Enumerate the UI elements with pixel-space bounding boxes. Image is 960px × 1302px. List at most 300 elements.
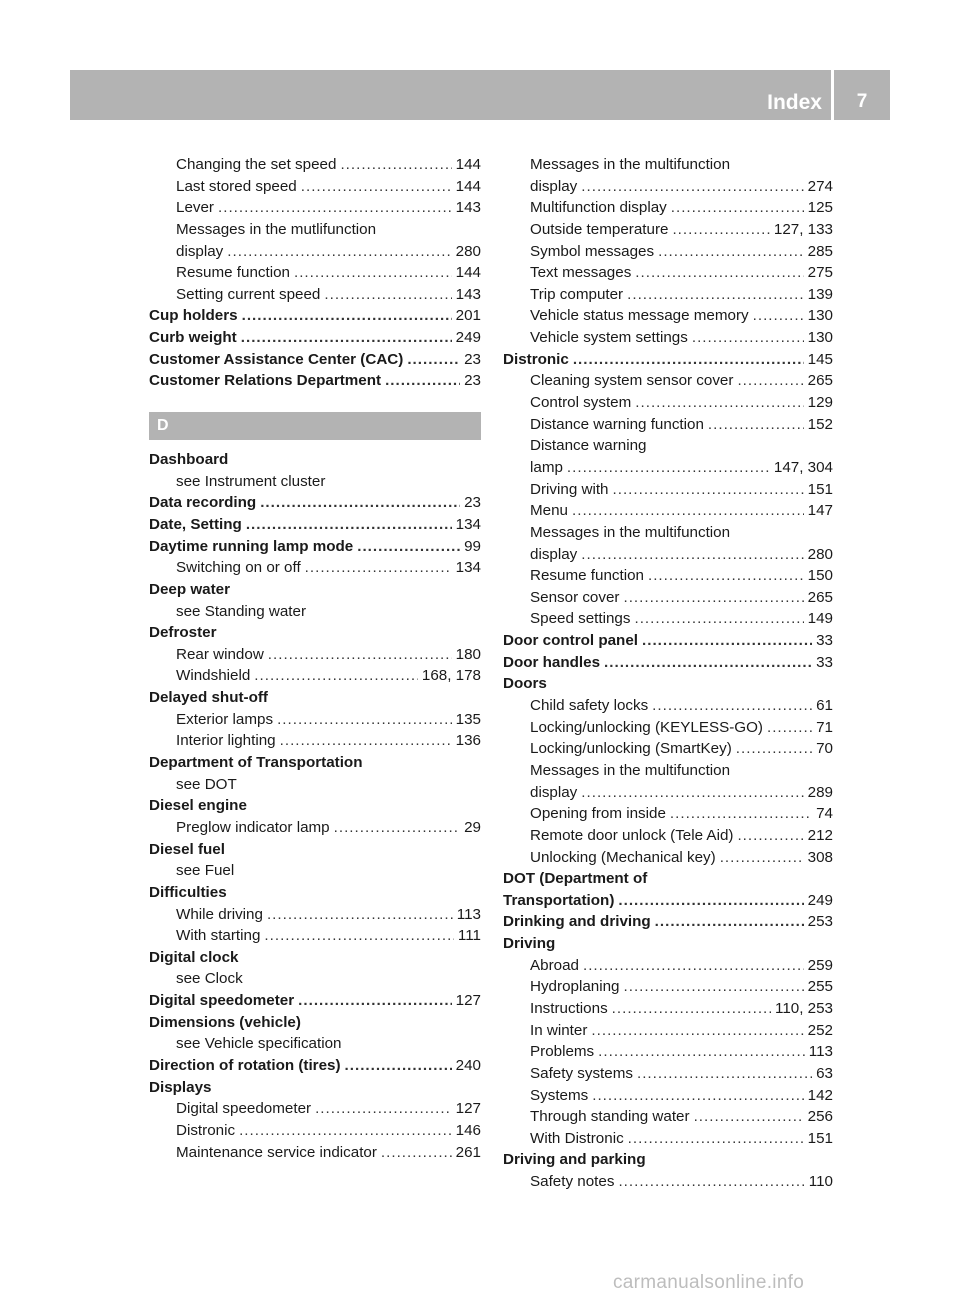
entry-label: Systems xyxy=(530,1086,589,1104)
index-entry xyxy=(503,284,833,306)
index-entry xyxy=(503,695,833,717)
entry-label: Symbol messages xyxy=(530,242,655,260)
dot-leader xyxy=(260,492,460,514)
entry-label: see Fuel xyxy=(176,862,235,880)
index-entry xyxy=(149,471,481,493)
dot-leader xyxy=(381,1142,452,1164)
entry-label: Instructions xyxy=(530,999,608,1017)
entry-page: 129 xyxy=(807,394,833,412)
dot-leader xyxy=(692,327,804,349)
entry-page: 212 xyxy=(807,826,833,844)
index-entry xyxy=(503,241,833,263)
index-entry xyxy=(149,154,481,176)
index-entry xyxy=(149,925,481,947)
dot-leader xyxy=(623,587,803,609)
entry-label: Child safety locks xyxy=(530,697,649,715)
index-entry xyxy=(149,882,481,904)
index-entry xyxy=(503,998,833,1020)
index-entry xyxy=(503,630,833,652)
entry-label: Unlocking (Mechanical key) xyxy=(530,848,716,866)
index-entry xyxy=(149,752,481,774)
entry-label: Cup holders xyxy=(149,307,238,325)
dot-leader xyxy=(618,890,803,912)
section-header-d: D xyxy=(149,412,481,440)
entry-page: 143 xyxy=(455,285,481,303)
entry-label: Control system xyxy=(530,394,632,412)
entry-page: 289 xyxy=(807,783,833,801)
index-entry xyxy=(503,479,833,501)
dot-leader xyxy=(581,176,803,198)
index-entry xyxy=(503,1106,833,1128)
entry-page: 130 xyxy=(807,329,833,347)
entry-label: Resume function xyxy=(530,567,644,585)
index-entry xyxy=(503,738,833,760)
dot-leader xyxy=(708,414,804,436)
dot-leader xyxy=(592,1085,803,1107)
entry-page: 125 xyxy=(807,199,833,217)
entry-label: Difficulties xyxy=(149,883,227,901)
index-entry xyxy=(149,622,481,644)
index-entry xyxy=(149,968,481,990)
entry-page: 130 xyxy=(807,307,833,325)
entry-page: 274 xyxy=(807,177,833,195)
index-entry xyxy=(503,370,833,392)
index-entry xyxy=(503,500,833,522)
dot-leader xyxy=(294,262,452,284)
index-entry xyxy=(503,565,833,587)
entry-label: display xyxy=(530,783,578,801)
index-entry xyxy=(503,782,833,804)
entry-label: Data recording xyxy=(149,494,257,512)
entry-page: 127 xyxy=(455,1100,481,1118)
entry-label: Dashboard xyxy=(149,451,229,469)
index-entry xyxy=(149,817,481,839)
entry-page: 253 xyxy=(807,913,833,931)
entry-page: 74 xyxy=(816,805,833,823)
dot-leader xyxy=(573,349,804,371)
entry-label: Rear window xyxy=(176,645,264,663)
entry-page: 259 xyxy=(807,956,833,974)
entry-label: Outside temperature xyxy=(530,220,669,238)
entry-page: 134 xyxy=(455,515,481,533)
index-entry xyxy=(503,587,833,609)
entry-label: Safety notes xyxy=(530,1173,615,1191)
dot-leader xyxy=(628,1128,804,1150)
entry-label: Digital speedometer xyxy=(149,992,295,1010)
index-entry xyxy=(503,1063,833,1085)
watermark: carmanualsonline.info xyxy=(613,1272,805,1293)
dot-leader xyxy=(241,327,452,349)
index-column-left xyxy=(149,154,481,1163)
index-entry xyxy=(149,449,481,471)
index-entry xyxy=(503,976,833,998)
entry-label: With starting xyxy=(176,927,261,945)
entry-label: Distronic xyxy=(503,350,569,368)
index-entry xyxy=(149,284,481,306)
dot-leader xyxy=(753,305,804,327)
index-entry xyxy=(149,1077,481,1099)
entry-label: Driving with xyxy=(530,480,609,498)
entry-label: Multifunction display xyxy=(530,199,667,217)
entry-page: 111 xyxy=(457,927,481,945)
entry-label: Last stored speed xyxy=(176,177,297,195)
entry-page: 145 xyxy=(807,350,833,368)
entry-page: 135 xyxy=(455,710,481,728)
entry-page: 134 xyxy=(455,559,481,577)
entry-label: Department of Transportation xyxy=(149,754,363,772)
entry-label: Transportation) xyxy=(503,891,615,909)
dot-leader xyxy=(407,349,460,371)
entry-label: see Vehicle specification xyxy=(176,1035,342,1053)
index-entry xyxy=(149,665,481,687)
dot-leader xyxy=(648,565,804,587)
dot-leader xyxy=(334,817,460,839)
entry-page: 308 xyxy=(807,848,833,866)
entry-page: 275 xyxy=(807,264,833,282)
entry-label: Customer Relations Department xyxy=(149,372,382,390)
dot-leader xyxy=(218,197,452,219)
dot-leader xyxy=(618,1171,804,1193)
index-entry xyxy=(503,176,833,198)
entry-page: 143 xyxy=(455,199,481,217)
dot-leader xyxy=(254,665,418,687)
entry-page: 150 xyxy=(807,567,833,585)
entry-label: Menu xyxy=(530,502,568,520)
index-entry xyxy=(149,947,481,969)
dot-leader xyxy=(767,717,812,739)
dot-leader xyxy=(385,370,460,392)
index-entry xyxy=(149,1055,481,1077)
index-entry xyxy=(149,1142,481,1164)
dot-leader xyxy=(264,925,454,947)
dot-leader xyxy=(670,803,812,825)
index-entry xyxy=(149,990,481,1012)
dot-leader xyxy=(246,514,452,536)
dot-leader xyxy=(655,911,804,933)
entry-label: Digital speedometer xyxy=(176,1100,312,1118)
dot-leader xyxy=(624,976,804,998)
entry-label: Drinking and driving xyxy=(503,913,651,931)
entry-label: see DOT xyxy=(176,775,237,793)
index-entry xyxy=(503,305,833,327)
entry-page: 144 xyxy=(455,156,481,173)
entry-label: Distronic xyxy=(176,1121,236,1139)
entry-label: Sensor cover xyxy=(530,588,620,606)
entry-label: Setting current speed xyxy=(176,285,321,303)
entry-label: display xyxy=(176,242,224,260)
dot-leader xyxy=(567,457,770,479)
dot-leader xyxy=(637,1063,812,1085)
entry-label: Windshield xyxy=(176,667,251,685)
entry-page: 61 xyxy=(816,697,833,715)
entry-label: Safety systems xyxy=(530,1064,633,1082)
dot-leader xyxy=(652,695,812,717)
index-entry xyxy=(149,176,481,198)
entry-page: 113 xyxy=(808,1043,833,1061)
dot-leader xyxy=(227,241,451,263)
index-entry xyxy=(503,414,833,436)
entry-label: Driving xyxy=(503,935,556,953)
index-entry xyxy=(503,435,833,457)
entry-label: Diesel engine xyxy=(149,797,247,815)
entry-label: Abroad xyxy=(530,956,579,974)
index-entry xyxy=(149,1098,481,1120)
dot-leader xyxy=(581,782,803,804)
entry-page: 110 xyxy=(808,1173,833,1191)
dot-leader xyxy=(581,544,803,566)
dot-leader xyxy=(613,479,804,501)
dot-leader xyxy=(572,500,804,522)
entry-page: 249 xyxy=(455,329,481,347)
index-entry xyxy=(503,803,833,825)
dot-leader xyxy=(658,241,804,263)
entry-label: Opening from inside xyxy=(530,805,666,823)
dot-leader xyxy=(591,1020,803,1042)
index-entry xyxy=(503,1085,833,1107)
entry-page: 23 xyxy=(464,372,481,390)
index-entry xyxy=(149,241,481,263)
index-entry xyxy=(503,911,833,933)
entry-label: see Standing water xyxy=(176,602,307,620)
index-entry xyxy=(503,457,833,479)
entry-label: Resume function xyxy=(176,264,290,282)
entry-label: Messages in the multifunction xyxy=(530,156,731,173)
index-entry xyxy=(149,262,481,284)
index-entry xyxy=(503,262,833,284)
entry-label: While driving xyxy=(176,905,263,923)
dot-leader xyxy=(268,644,452,666)
entry-label: Through standing water xyxy=(530,1108,690,1126)
entry-page: 285 xyxy=(807,242,833,260)
entry-label: Digital clock xyxy=(149,948,239,966)
index-entry xyxy=(503,847,833,869)
entry-page: 139 xyxy=(807,285,833,303)
entry-label: Defroster xyxy=(149,624,217,642)
entry-label: Customer Assistance Center (CAC) xyxy=(149,350,404,368)
entry-label: In winter xyxy=(530,1021,588,1039)
entry-label: Driving and parking xyxy=(503,1151,646,1169)
index-entry xyxy=(149,327,481,349)
entry-label: Curb weight xyxy=(149,329,237,347)
dot-leader xyxy=(635,392,803,414)
entry-page: 127 xyxy=(455,992,481,1010)
dot-leader xyxy=(239,1120,452,1142)
page-title: Index xyxy=(767,91,822,114)
index-entry xyxy=(503,717,833,739)
dot-leader xyxy=(627,284,804,306)
entry-page: 33 xyxy=(816,653,833,671)
entry-label: Hydroplaning xyxy=(530,978,620,996)
index-entry xyxy=(149,904,481,926)
dot-leader xyxy=(301,176,452,198)
entry-label: Maintenance service indicator xyxy=(176,1143,377,1161)
entry-page: 280 xyxy=(807,545,833,563)
entry-page: 261 xyxy=(455,1143,481,1161)
entry-label: Displays xyxy=(149,1078,212,1096)
entry-page: 142 xyxy=(807,1086,833,1104)
dot-leader xyxy=(634,608,803,630)
entry-label: Daytime running lamp mode xyxy=(149,537,354,555)
entry-label: DOT (Department of xyxy=(503,870,648,888)
index-entry xyxy=(503,349,833,371)
index-entry xyxy=(149,839,481,861)
entry-label: Switching on or off xyxy=(176,559,301,577)
index-entry xyxy=(149,305,481,327)
entry-page: 136 xyxy=(455,732,481,750)
index-entry xyxy=(503,825,833,847)
dot-leader xyxy=(267,904,453,926)
index-entry xyxy=(149,197,481,219)
index-entry xyxy=(149,370,481,392)
entry-page: 144 xyxy=(455,264,481,282)
dot-leader xyxy=(612,998,771,1020)
entry-page: 110, 253 xyxy=(775,999,833,1017)
dot-leader xyxy=(635,262,803,284)
entry-label: Doors xyxy=(503,675,547,693)
index-entry xyxy=(503,327,833,349)
index-entry xyxy=(149,1120,481,1142)
entry-label: see Clock xyxy=(176,970,243,988)
entry-page: 151 xyxy=(807,1129,833,1147)
index-entry xyxy=(503,608,833,630)
dot-leader xyxy=(277,709,452,731)
index-entry xyxy=(149,219,481,241)
entry-page: 113 xyxy=(456,905,481,923)
entry-label: Trip computer xyxy=(530,285,624,303)
dot-leader xyxy=(315,1098,452,1120)
entry-label: Messages in the multifunction xyxy=(530,523,731,541)
dot-leader xyxy=(305,557,452,579)
index-entry xyxy=(503,933,833,955)
entry-label: Problems xyxy=(530,1043,595,1061)
entry-label: Speed settings xyxy=(530,610,631,628)
index-entry xyxy=(503,1041,833,1063)
entry-page: 249 xyxy=(807,891,833,909)
dot-leader xyxy=(298,990,451,1012)
entry-page: 265 xyxy=(807,372,833,390)
index-entry xyxy=(503,652,833,674)
index-entry xyxy=(503,544,833,566)
dot-leader xyxy=(671,197,804,219)
index-entry xyxy=(149,774,481,796)
index-entry xyxy=(149,687,481,709)
entry-label: Dimensions (vehicle) xyxy=(149,1013,301,1031)
entry-page: 127, 133 xyxy=(773,220,833,238)
dot-leader xyxy=(598,1041,805,1063)
entry-page: 33 xyxy=(816,632,833,650)
index-entry xyxy=(149,349,481,371)
entry-label: Deep water xyxy=(149,580,231,598)
entry-page: 151 xyxy=(807,480,833,498)
entry-label: With Distronic xyxy=(530,1129,624,1147)
dot-leader xyxy=(242,305,452,327)
index-entry xyxy=(149,1033,481,1055)
entry-page: 146 xyxy=(455,1121,481,1139)
index-entry xyxy=(149,860,481,882)
entry-label: lamp xyxy=(530,458,563,476)
index-entry xyxy=(149,557,481,579)
dot-leader xyxy=(357,536,460,558)
index-entry xyxy=(503,1128,833,1150)
entry-page: 71 xyxy=(816,718,833,736)
dot-leader xyxy=(737,370,803,392)
index-entry xyxy=(503,673,833,695)
entry-page: 201 xyxy=(455,307,481,325)
index-entry xyxy=(503,868,833,890)
entry-label: Preglow indicator lamp xyxy=(176,818,330,836)
entry-page: 256 xyxy=(807,1108,833,1126)
entry-page: 180 xyxy=(455,645,481,663)
entry-label: Locking/unlocking (SmartKey) xyxy=(530,740,732,758)
entry-page: 280 xyxy=(455,242,481,260)
dot-leader xyxy=(583,955,804,977)
index-entry xyxy=(503,219,833,241)
index-entry xyxy=(149,709,481,731)
entry-label: Door handles xyxy=(503,653,601,671)
index-entry xyxy=(149,1012,481,1034)
entry-page: 152 xyxy=(807,415,833,433)
index-entry xyxy=(503,1149,833,1171)
entry-label: see Instrument cluster xyxy=(176,472,326,490)
index-entry xyxy=(503,197,833,219)
entry-label: Messages in the mutlifunction xyxy=(176,220,377,238)
dot-leader xyxy=(736,738,812,760)
dot-leader xyxy=(694,1106,804,1128)
entry-page: 168, 178 xyxy=(421,667,481,685)
entry-page: 144 xyxy=(455,177,481,195)
entry-label: Cleaning system sensor cover xyxy=(530,372,734,390)
index-entry xyxy=(503,154,833,176)
entry-label: Messages in the multifunction xyxy=(530,761,731,779)
dot-leader xyxy=(642,630,812,652)
dot-leader xyxy=(737,825,803,847)
index-entry xyxy=(149,795,481,817)
entry-label: display xyxy=(530,545,578,563)
dot-leader xyxy=(324,284,451,306)
index-entry xyxy=(149,644,481,666)
entry-label: Vehicle system settings xyxy=(530,329,688,347)
entry-label: Vehicle status message memory xyxy=(530,307,749,325)
entry-label: Changing the set speed xyxy=(176,156,337,173)
entry-label: Direction of rotation (tires) xyxy=(149,1056,341,1074)
entry-label: Interior lighting xyxy=(176,732,276,750)
dot-leader xyxy=(340,154,451,176)
index-entry xyxy=(149,730,481,752)
index-entry xyxy=(503,955,833,977)
entry-page: 240 xyxy=(455,1056,481,1074)
entry-label: Date, Setting xyxy=(149,515,242,533)
index-entry xyxy=(149,492,481,514)
index-column-right xyxy=(503,154,833,1193)
index-list-d xyxy=(149,449,481,1163)
entry-page: 149 xyxy=(807,610,833,628)
index-list-c-continued xyxy=(149,154,481,392)
entry-page: 23 xyxy=(464,350,481,368)
entry-page: 255 xyxy=(807,978,833,996)
index-entry xyxy=(149,514,481,536)
entry-label: Diesel fuel xyxy=(149,840,225,858)
entry-page: 147, 304 xyxy=(773,458,833,476)
entry-label: display xyxy=(530,177,578,195)
page-number: 7 xyxy=(856,91,868,112)
entry-page: 99 xyxy=(464,537,481,555)
index-entry xyxy=(503,1171,833,1193)
entry-page: 147 xyxy=(807,502,833,520)
dot-leader xyxy=(604,652,812,674)
index-entry xyxy=(503,1020,833,1042)
entry-label: Door control panel xyxy=(503,632,639,650)
index-entry xyxy=(149,579,481,601)
